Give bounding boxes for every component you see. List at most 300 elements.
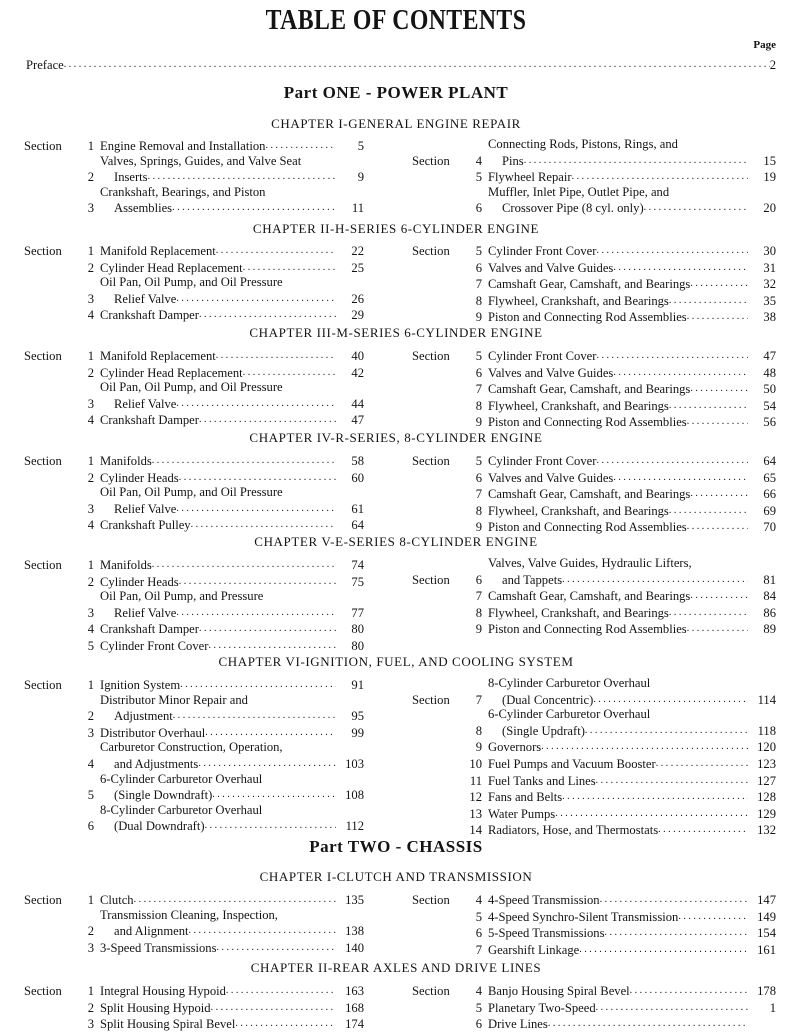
entry-title-text: Flywheel, Crankshaft, and Bearings: [488, 293, 669, 308]
entry-title-text: Crankshaft Pulley: [100, 518, 191, 533]
entry-page-number: 15: [763, 153, 776, 168]
toc-entry[interactable]: [412, 242, 776, 259]
entry-title: [488, 292, 748, 309]
entry-title: [100, 242, 336, 259]
entry-title: [488, 485, 748, 502]
section-number: 5: [475, 454, 482, 468]
entry-title-line: [100, 637, 336, 654]
entry-title-line: [100, 347, 336, 364]
entry-title: [488, 982, 748, 999]
leader-dots: [172, 199, 336, 216]
leader-dots: [243, 364, 336, 381]
entry-title: [488, 620, 748, 637]
section-number: 9: [475, 415, 482, 430]
toc-entry[interactable]: [412, 676, 776, 707]
toc-entry[interactable]: [24, 724, 364, 741]
leader-dots: [596, 999, 748, 1016]
entry-title-line: [100, 185, 336, 200]
entry-title-text: Piston and Connecting Rod Assemblies: [488, 520, 687, 535]
entry-title: [100, 693, 336, 724]
entry-title-text: Water Pumps: [488, 806, 556, 821]
section-number: 1: [87, 454, 94, 468]
entry-title-text: Fuel Tanks and Lines: [488, 773, 596, 788]
toc-entry[interactable]: [412, 308, 776, 325]
entry-title-line: [488, 924, 748, 941]
entry-title-line: [488, 152, 748, 169]
entry-title: [488, 168, 748, 185]
leader-dots: [596, 347, 748, 364]
toc-entry[interactable]: [412, 1015, 776, 1032]
section-number: 2: [87, 260, 94, 275]
entry-title: [100, 185, 336, 216]
entry-page-number: 64: [351, 518, 364, 533]
section-number: 9: [475, 520, 482, 535]
toc-entry[interactable]: [412, 755, 776, 772]
entry-title-line: [100, 452, 336, 469]
entry-page-number: 75: [351, 574, 364, 589]
chapter-right-column: [412, 676, 776, 838]
leader-dots: [555, 805, 748, 822]
entry-title: [488, 1015, 748, 1032]
toc-entry[interactable]: [412, 738, 776, 755]
toc-entry[interactable]: [24, 154, 364, 185]
chapter-left-column: [24, 452, 364, 533]
section-label: Section: [412, 349, 450, 363]
entry-title-line: [488, 691, 748, 708]
section-number: 10: [469, 756, 482, 771]
toc-entry[interactable]: [24, 452, 364, 469]
section-number: 1: [87, 984, 94, 998]
toc-entry[interactable]: [24, 676, 364, 693]
entry-title: [100, 469, 336, 486]
leader-dots: [205, 817, 336, 834]
entry-page-number: 95: [351, 709, 364, 724]
entry-title-line: [100, 772, 336, 787]
entry-title-line: [100, 589, 336, 604]
leader-dots: [548, 1015, 748, 1032]
entry-page-number: 1: [769, 1000, 776, 1015]
entry-title-text: Relief Valve: [114, 605, 177, 620]
leader-dots: [199, 620, 336, 637]
section-number: 3: [87, 940, 94, 955]
entry-title-text: Gearshift Linkage: [488, 942, 580, 957]
entry-title: [488, 242, 748, 259]
toc-entry[interactable]: [412, 137, 776, 168]
entry-title-line: [488, 1015, 748, 1032]
toc-entry[interactable]: [412, 821, 776, 838]
leader-dots: [669, 292, 748, 309]
entry-title-line: [100, 817, 336, 834]
leader-dots: [524, 152, 748, 169]
entry-title-text: (Dual Concentric): [502, 692, 594, 707]
entry-page-number: 65: [763, 470, 776, 485]
toc-entry[interactable]: [24, 137, 364, 154]
toc-entry[interactable]: [412, 259, 776, 276]
entry-title-line: [488, 722, 748, 739]
toc-entry[interactable]: [412, 397, 776, 414]
entry-title-line: [100, 755, 336, 772]
leader-dots: [205, 724, 336, 741]
section-number: 3: [87, 501, 94, 516]
entry-title-line: [488, 502, 748, 519]
entry-title-line: [100, 922, 336, 939]
entry-title-line: [488, 772, 748, 789]
entry-title-text: Carburetor Construction, Operation,: [100, 740, 283, 755]
entry-title: [488, 788, 748, 805]
chapter-title: CHAPTER II-H-SERIES 6-CYLINDER ENGINE: [252, 221, 540, 236]
entry-title-line: [100, 380, 336, 395]
entry-title-text: 4-Speed Transmission: [488, 893, 600, 907]
toc-entry[interactable]: [24, 485, 364, 516]
entry-page-number: 178: [757, 984, 776, 998]
entry-title-text: Oil Pan, Oil Pump, and Oil Pressure: [100, 380, 283, 395]
entry-title-text: Cylinder Front Cover: [488, 349, 597, 363]
entry-title: [100, 908, 336, 939]
leader-dots: [687, 620, 748, 637]
toc-entry[interactable]: [24, 275, 364, 306]
entry-title-line: [488, 137, 748, 152]
entry-title: [100, 939, 336, 956]
chapter-title: CHAPTER VI-IGNITION, FUEL, AND COOLING SYSTEM: [218, 654, 574, 669]
leader-dots: [572, 168, 748, 185]
toc-entry[interactable]: [24, 772, 364, 803]
entry-title-text: Valves and Valve Guides: [488, 365, 614, 380]
entry-title-line: [100, 676, 336, 693]
entry-title: [100, 803, 336, 834]
entry-title-text: 3-Speed Transmissions: [100, 940, 217, 955]
toc-entry[interactable]: [412, 413, 776, 430]
leader-dots: [176, 395, 336, 412]
entry-title: [488, 999, 748, 1016]
entry-title: [100, 485, 336, 516]
toc-entry[interactable]: [24, 939, 364, 956]
section-number: 1: [87, 244, 94, 258]
entry-title-line: [488, 707, 748, 722]
toc-entry[interactable]: [412, 556, 776, 587]
toc-entry[interactable]: [412, 891, 776, 908]
entry-title-text: Crankshaft Damper: [100, 622, 199, 637]
toc-entry[interactable]: [412, 469, 776, 486]
section-number: 7: [475, 942, 482, 957]
entry-page-number: 80: [351, 638, 364, 653]
leader-dots: [596, 772, 748, 789]
toc-entry[interactable]: [412, 485, 776, 502]
section-number: 6: [87, 819, 94, 834]
section-number: 9: [475, 622, 482, 637]
entry-title-line: [100, 803, 336, 818]
entry-title-line: [100, 556, 336, 573]
toc-entry[interactable]: [412, 941, 776, 958]
toc-entry[interactable]: [24, 620, 364, 637]
entry-title: [488, 137, 748, 168]
toc-entry[interactable]: [412, 347, 776, 364]
entry-page-number: 154: [757, 926, 776, 941]
section-number: 7: [475, 382, 482, 397]
entry-page-number: 56: [763, 415, 776, 430]
entry-title: [488, 676, 748, 707]
leader-dots: [152, 556, 336, 573]
entry-title: [488, 587, 748, 604]
entry-title-line: [488, 168, 748, 185]
toc-entry[interactable]: [24, 516, 364, 533]
toc-entry[interactable]: [24, 469, 364, 486]
entry-title-line: [488, 982, 748, 999]
entry-title-line: [488, 347, 748, 364]
entry-page-number: 80: [351, 622, 364, 637]
entry-page-number: 31: [763, 260, 776, 275]
chapter-right-column: [412, 452, 776, 535]
entry-title-text: Piston and Connecting Rod Assemblies: [488, 622, 687, 637]
leader-dots: [243, 259, 336, 276]
entry-title-line: [100, 364, 336, 381]
section-label: Section: [24, 349, 62, 363]
toc-entry[interactable]: [412, 604, 776, 621]
entry-title-text: Cylinder Front Cover: [488, 244, 597, 258]
entry-title: [488, 805, 748, 822]
section-number: 5: [475, 244, 482, 258]
leader-dots: [613, 469, 748, 486]
entry-page-number: 86: [763, 605, 776, 620]
entry-title: [488, 502, 748, 519]
leader-dots: [173, 707, 336, 724]
entry-title-text: Crankshaft Damper: [100, 308, 199, 323]
section-number: 7: [475, 277, 482, 292]
entry-title-text: Piston and Connecting Rod Assemblies: [488, 415, 687, 430]
entry-title-line: [488, 999, 748, 1016]
toc-entry[interactable]: [24, 259, 364, 276]
section-number: 3: [87, 605, 94, 620]
toc-entry[interactable]: [24, 693, 364, 724]
entry-page-number: 127: [757, 773, 776, 788]
toc-entry[interactable]: [24, 891, 364, 908]
section-number: 2: [87, 574, 94, 589]
leader-dots: [179, 469, 336, 486]
entry-title: [100, 411, 336, 428]
entry-page-number: 29: [351, 308, 364, 323]
chapter-right-column: [412, 556, 776, 637]
entry-title-line: [100, 982, 336, 999]
chapter-left-column: [24, 891, 364, 955]
entry-title-text: 6-Cylinder Carburetor Overhaul: [100, 771, 263, 786]
toc-entry[interactable]: [412, 168, 776, 185]
toc-entry[interactable]: [24, 411, 364, 428]
section-number: 6: [475, 260, 482, 275]
section-number: 4: [87, 622, 94, 637]
chapter-title: CHAPTER IV-R-SERIES, 8-CYLINDER ENGINE: [249, 430, 543, 445]
leader-dots: [579, 941, 748, 958]
chapter-left-column: [24, 676, 364, 834]
entry-title-text: Muffler, Inlet Pipe, Outlet Pipe, and: [488, 184, 670, 199]
entry-title-text: 4-Speed Synchro-Silent Transmission: [488, 909, 679, 924]
entry-title: [100, 891, 336, 908]
entry-title-line: [488, 380, 748, 397]
leader-dots: [216, 347, 336, 364]
entry-title: [100, 154, 336, 185]
entry-page-number: 140: [345, 940, 364, 955]
toc-entry[interactable]: [24, 573, 364, 590]
chapter-right-column: [412, 242, 776, 325]
section-label: Section: [24, 558, 62, 572]
toc-entry[interactable]: [24, 306, 364, 323]
section-label: Section: [24, 893, 62, 907]
toc-entry[interactable]: [24, 999, 364, 1016]
entry-title-text: Oil Pan, Oil Pump, and Oil Pressure: [100, 275, 283, 290]
section-number: 4: [87, 756, 94, 771]
leader-dots: [669, 397, 748, 414]
entry-page-number: 64: [763, 454, 776, 468]
section-label: Section: [24, 678, 62, 692]
entry-title-line: [100, 693, 336, 708]
toc-entry[interactable]: [412, 292, 776, 309]
chapter-title: CHAPTER II-REAR AXLES AND DRIVE LINES: [250, 960, 542, 975]
leader-dots: [217, 939, 336, 956]
toc-entry[interactable]: [24, 556, 364, 573]
entry-title-text: Cylinder Head Replacement: [100, 260, 243, 275]
toc-entry[interactable]: [412, 788, 776, 805]
entry-title: [488, 452, 748, 469]
section-number: 5: [475, 170, 482, 185]
toc-entry[interactable]: [24, 908, 364, 939]
entry-page-number: 132: [757, 823, 776, 838]
entry-title-text: and Tappets: [502, 572, 563, 587]
section-number: 2: [87, 365, 94, 380]
toc-entry[interactable]: [24, 1015, 364, 1032]
toc-entry[interactable]: [412, 587, 776, 604]
entry-title-line: [488, 259, 748, 276]
toc-entry[interactable]: [412, 982, 776, 999]
entry-title-text: Cylinder Heads: [100, 470, 179, 485]
entry-title-text: Valves, Valve Guides, Hydraulic Lifters,: [488, 556, 692, 570]
section-number: 7: [475, 487, 482, 502]
toc-entry[interactable]: [24, 589, 364, 620]
toc-entry[interactable]: [412, 772, 776, 789]
entry-page-number: 58: [351, 454, 364, 468]
entry-title: [488, 941, 748, 958]
entry-title-text: 6-Cylinder Carburetor Overhaul: [488, 707, 651, 722]
entry-page-number: 60: [351, 470, 364, 485]
leader-dots: [687, 413, 748, 430]
leader-dots: [199, 306, 336, 323]
toc-entry[interactable]: [24, 364, 364, 381]
toc-entry[interactable]: [24, 637, 364, 654]
toc-entry[interactable]: [24, 982, 364, 999]
entry-title-text: Adjustment: [114, 709, 173, 724]
leader-dots: [208, 637, 336, 654]
entry-title-text: Flywheel, Crankshaft, and Bearings: [488, 605, 669, 620]
entry-title-text: Governors: [488, 740, 542, 755]
leader-dots: [541, 738, 748, 755]
entry-title: [488, 604, 748, 621]
section-number: 2: [87, 709, 94, 724]
leader-dots: [678, 908, 748, 925]
toc-entry[interactable]: [24, 803, 364, 834]
toc-entry[interactable]: [412, 518, 776, 535]
entry-title: [100, 306, 336, 323]
chapter-right-column: [412, 137, 776, 216]
entry-title: [100, 452, 336, 469]
toc-entry[interactable]: [412, 707, 776, 738]
entry-title-text: Oil Pan, Oil Pump, and Oil Pressure: [100, 485, 283, 500]
entry-title: [488, 185, 748, 216]
section-number: 8: [475, 605, 482, 620]
section-number: 2: [87, 470, 94, 485]
toc-entry[interactable]: [412, 185, 776, 216]
leader-dots: [179, 573, 336, 590]
entry-title: [100, 259, 336, 276]
leader-dots: [191, 516, 336, 533]
section-number: 1: [87, 139, 94, 153]
entry-title-text: Cylinder Heads: [100, 574, 179, 589]
toc-entry[interactable]: [412, 452, 776, 469]
entry-page-number: 35: [763, 293, 776, 308]
entry-title-line: [488, 908, 748, 925]
section-number: 8: [475, 503, 482, 518]
entry-title-line: [100, 939, 336, 956]
leader-dots: [656, 755, 748, 772]
entry-title-text: Valves, Springs, Guides, and Valve Seat: [100, 153, 302, 168]
entry-title: [488, 556, 748, 587]
entry-page-number: 44: [351, 396, 364, 411]
entry-title-line: [100, 740, 336, 755]
entry-page-number: 69: [763, 503, 776, 518]
chapter-right-column: [412, 347, 776, 430]
entry-title-line: [488, 805, 748, 822]
section-label: Section: [24, 244, 62, 258]
toc-entry[interactable]: [412, 620, 776, 637]
entry-page-number: 54: [763, 398, 776, 413]
toc-entry[interactable]: [412, 805, 776, 822]
entry-title-text: Inserts: [114, 170, 148, 185]
entry-title: [488, 364, 748, 381]
leader-dots: [613, 259, 748, 276]
leader-dots: [216, 242, 336, 259]
toc-entry[interactable]: [24, 347, 364, 364]
section-label: Section: [24, 454, 62, 468]
toc-entry[interactable]: [24, 242, 364, 259]
entry-page-number: 108: [345, 788, 364, 803]
entry-title-line: [488, 941, 748, 958]
section-number: 2: [87, 1000, 94, 1015]
toc-entry[interactable]: [412, 908, 776, 925]
toc-entry[interactable]: [412, 924, 776, 941]
toc-entry[interactable]: [412, 364, 776, 381]
section-number: 3: [87, 291, 94, 306]
entry-title-text: 5-Speed Transmissions: [488, 926, 605, 941]
entry-page-number: 66: [763, 487, 776, 502]
toc-entry[interactable]: [412, 999, 776, 1016]
entry-page-number: 50: [763, 382, 776, 397]
toc-entry[interactable]: [412, 275, 776, 292]
toc-entry[interactable]: [24, 740, 364, 771]
toc-entry[interactable]: [24, 185, 364, 216]
entry-title: [100, 676, 336, 693]
entry-title: [488, 308, 748, 325]
entry-title-text: Assemblies: [114, 201, 173, 216]
entry-title-line: [488, 199, 748, 216]
section-number: 12: [469, 790, 482, 805]
leader-dots: [180, 676, 336, 693]
preface-entry[interactable]: [26, 56, 776, 73]
toc-entry[interactable]: [412, 380, 776, 397]
entry-page-number: 20: [763, 201, 776, 216]
toc-entry[interactable]: [24, 380, 364, 411]
toc-entry[interactable]: [412, 502, 776, 519]
chapter-left-column: [24, 137, 364, 216]
section-number: 1: [87, 349, 94, 363]
section-number: 5: [475, 909, 482, 924]
entry-page-number: 161: [757, 942, 776, 957]
section-number: 5: [475, 1000, 482, 1015]
